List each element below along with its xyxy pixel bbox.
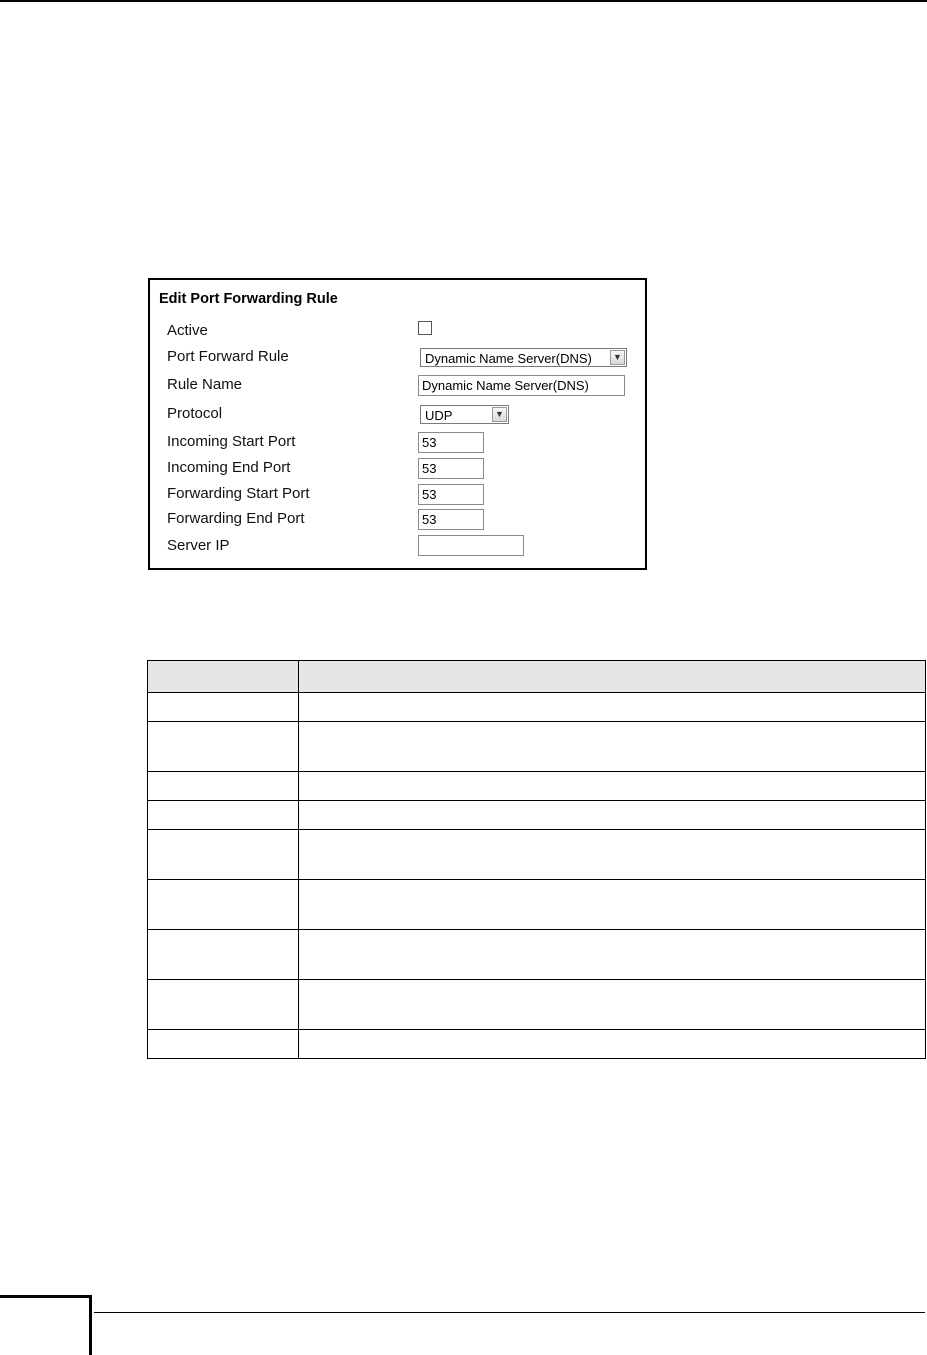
table-cell: [299, 693, 926, 722]
port-forward-rule-value: Dynamic Name Server(DNS): [425, 351, 592, 366]
forwarding-end-port-label: Forwarding End Port: [167, 510, 305, 527]
table-header-cell: [148, 661, 299, 693]
edit-port-forwarding-panel: [148, 278, 647, 570]
active-label: Active: [167, 322, 208, 339]
field-description-table: [147, 660, 926, 1059]
protocol-label: Protocol: [167, 405, 223, 422]
table-cell: [299, 801, 926, 830]
protocol-select[interactable]: [420, 405, 509, 424]
incoming-start-port-input[interactable]: 53: [418, 432, 484, 453]
table-row: [148, 880, 926, 930]
forwarding-start-port-input[interactable]: 53: [418, 484, 484, 505]
table-cell: [148, 930, 299, 980]
incoming-end-port-input[interactable]: 53: [418, 458, 484, 479]
server-ip-input[interactable]: [418, 535, 524, 556]
port-forward-rule-select[interactable]: [420, 348, 627, 367]
table-row: [148, 772, 926, 801]
table-cell: [148, 830, 299, 880]
page-number-box: [0, 1295, 92, 1355]
table-header-cell: [299, 661, 926, 693]
table-cell: [148, 801, 299, 830]
table-cell: [299, 980, 926, 1030]
top-rule: [0, 0, 927, 2]
protocol-value: UDP: [425, 408, 453, 423]
panel-title: Edit Port Forwarding Rule: [159, 291, 338, 307]
table-cell: [299, 1030, 926, 1059]
table-cell: [148, 693, 299, 722]
port-forward-rule-label: Port Forward Rule: [167, 348, 289, 365]
table-cell: [299, 880, 926, 930]
table-cell: [148, 722, 299, 772]
footer-rule: [94, 1312, 925, 1313]
table-row: [148, 980, 926, 1030]
table-cell: [148, 980, 299, 1030]
table-row: [148, 801, 926, 830]
table-cell: [148, 1030, 299, 1059]
rule-name-label: Rule Name: [167, 376, 243, 393]
table-cell: [299, 772, 926, 801]
forwarding-end-port-input[interactable]: 53: [418, 509, 484, 530]
active-checkbox[interactable]: [418, 321, 432, 335]
incoming-start-port-label: Incoming Start Port: [167, 433, 296, 450]
incoming-end-port-label: Incoming End Port: [167, 459, 291, 476]
chevron-down-icon[interactable]: ▼: [610, 350, 625, 365]
table-cell: [299, 830, 926, 880]
chevron-down-icon[interactable]: ▼: [492, 407, 507, 422]
table-row: [148, 1030, 926, 1059]
table-cell: [299, 930, 926, 980]
table-row: [148, 722, 926, 772]
table-cell: [148, 880, 299, 930]
table-cell: [148, 772, 299, 801]
table-row: [148, 830, 926, 880]
rule-name-input[interactable]: Dynamic Name Server(DNS): [418, 375, 625, 396]
forwarding-start-port-label: Forwarding Start Port: [167, 485, 310, 502]
server-ip-label: Server IP: [167, 537, 230, 554]
table-row: [148, 930, 926, 980]
table-cell: [299, 722, 926, 772]
table-row: [148, 693, 926, 722]
table-header-row: [148, 661, 926, 693]
